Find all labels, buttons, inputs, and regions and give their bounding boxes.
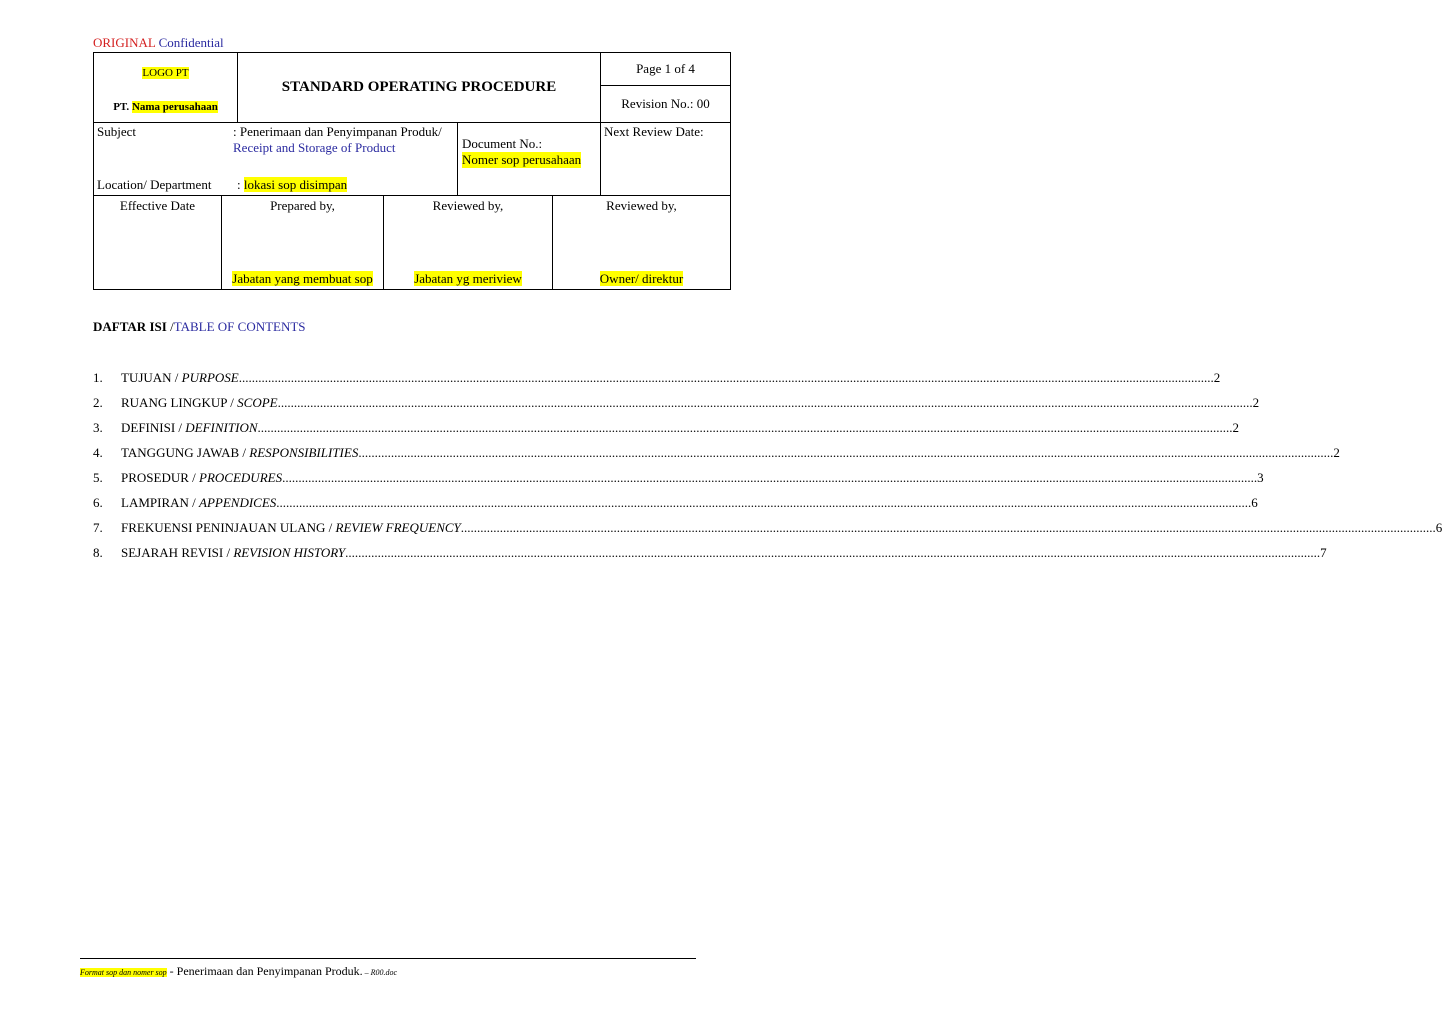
toc-item-title: DEFINISI / DEFINITION (121, 420, 258, 435)
toc-leader-dots: ............................................................................................................................................................................................................................................................................................................ (282, 470, 1258, 485)
toc-item[interactable] (93, 445, 1340, 470)
prepared-by-label: Prepared by, (270, 198, 335, 213)
toc-item-page: 2 (1213, 370, 1221, 385)
toc-item-number: 2. (93, 395, 103, 410)
logo-placeholder: LOGO PT (142, 67, 189, 79)
reviewed-by-owner-label: Reviewed by, (606, 198, 677, 213)
toc-item-page: 7 (1320, 545, 1327, 560)
toc-item[interactable] (93, 470, 1264, 495)
toc-leader-dots: ............................................................................................................................................................................................................................................................................................................ (276, 495, 1252, 510)
subject-cell (93, 122, 458, 196)
effective-date-cell (93, 195, 222, 290)
footer-file: – R00.doc (362, 968, 398, 977)
toc-item-page: 2 (1232, 420, 1239, 435)
footer-code: Format sop dan nomer sop (80, 968, 167, 977)
toc-item-number: 6. (93, 495, 103, 510)
revision-number: Revision No.: 00 (600, 85, 731, 123)
document-status-line (93, 35, 224, 51)
toc-item-title: LAMPIRAN / APPENDICES (121, 495, 277, 510)
document-title: STANDARD OPERATING PROCEDURE (237, 52, 601, 123)
next-review-label: Next Review Date: (604, 124, 704, 139)
toc-item[interactable] (93, 420, 1239, 445)
toc-item-number: 3. (93, 420, 103, 435)
reviewed-by-cell (383, 195, 553, 290)
toc-item-title: TANGGUNG JAWAB / RESPONSIBILITIES (121, 445, 359, 460)
toc-item-number: 1. (93, 370, 103, 385)
document-number-label: Document No.: (462, 136, 543, 151)
subject-value: : Penerimaan dan Penyimpanan Produk/ Receipt and Storage of Product (233, 124, 442, 155)
toc-item[interactable] (93, 545, 1327, 570)
toc-item-page: 6 (1435, 520, 1442, 535)
toc-item-number: 7. (93, 520, 103, 535)
reviewed-by-owner-value: Owner/ direktur (599, 271, 684, 286)
subject-label: Subject (97, 124, 136, 139)
toc-leader-dots: ............................................................................................................................................................................................................................................................................................................ (345, 545, 1321, 560)
prepared-by-value: Jabatan yang membuat sop (232, 271, 373, 286)
original-label: ORIGINAL (93, 35, 156, 50)
footer-title: - Penerimaan dan Penyimpanan Produk. (166, 964, 363, 978)
toc-item-number: 4. (93, 445, 103, 460)
confidential-label: Confidential (158, 35, 224, 50)
toc-item-page: 2 (1333, 445, 1340, 460)
prepared-by-cell (221, 195, 384, 290)
logo-cell (93, 52, 238, 123)
location-value: : lokasi sop disimpan (237, 177, 348, 192)
toc-leader-dots: ............................................................................................................................................................................................................................................................................................................ (238, 370, 1214, 385)
location-label: Location/ Department (97, 177, 212, 192)
toc-item[interactable] (93, 495, 1258, 520)
toc-item-page: 3 (1257, 470, 1264, 485)
toc-item-number: 8. (93, 545, 103, 560)
toc-item-title: PROSEDUR / PROCEDURES (121, 470, 283, 485)
reviewed-by-label: Reviewed by, (432, 198, 504, 213)
reviewed-by-value: Jabatan yg meriview (414, 271, 522, 286)
toc-item-page: 2 (1252, 395, 1260, 410)
toc-leader-dots: ............................................................................................................................................................................................................................................................................................................ (460, 520, 1436, 535)
document-number-value: Nomer sop perusahaan (462, 152, 582, 167)
toc-item-title: SEJARAH REVISI / REVISION HISTORY (121, 545, 346, 560)
toc-item[interactable] (93, 370, 1221, 395)
toc-leader-dots: ............................................................................................................................................................................................................................................................................................................ (277, 395, 1253, 410)
next-review-cell (600, 122, 731, 196)
toc-item[interactable] (93, 520, 1442, 545)
page-indicator: Page 1 of 4 (600, 52, 731, 86)
effective-date-label: Effective Date (119, 198, 196, 213)
page-footer (80, 958, 696, 979)
toc-item-number: 5. (93, 470, 103, 485)
company-name: Nama perusahaan (131, 101, 218, 113)
toc-item-page: 6 (1251, 495, 1258, 510)
toc-item-title: FREKUENSI PENINJAUAN ULANG / REVIEW FREQUENCY (121, 520, 461, 535)
reviewed-by-owner-cell (552, 195, 731, 290)
company-prefix: PT. (113, 101, 130, 113)
toc-leader-dots: ............................................................................................................................................................................................................................................................................................................ (358, 445, 1334, 460)
toc-list (93, 370, 1442, 570)
document-number-cell (457, 122, 601, 196)
toc-item-title: RUANG LINGKUP / SCOPE (121, 395, 278, 410)
toc-item-title: TUJUAN / PURPOSE (121, 370, 239, 385)
toc-item[interactable] (93, 395, 1260, 420)
toc-leader-dots: ............................................................................................................................................................................................................................................................................................................ (257, 420, 1233, 435)
toc-heading: DAFTAR ISI /TABLE OF CONTENTS (93, 319, 306, 334)
